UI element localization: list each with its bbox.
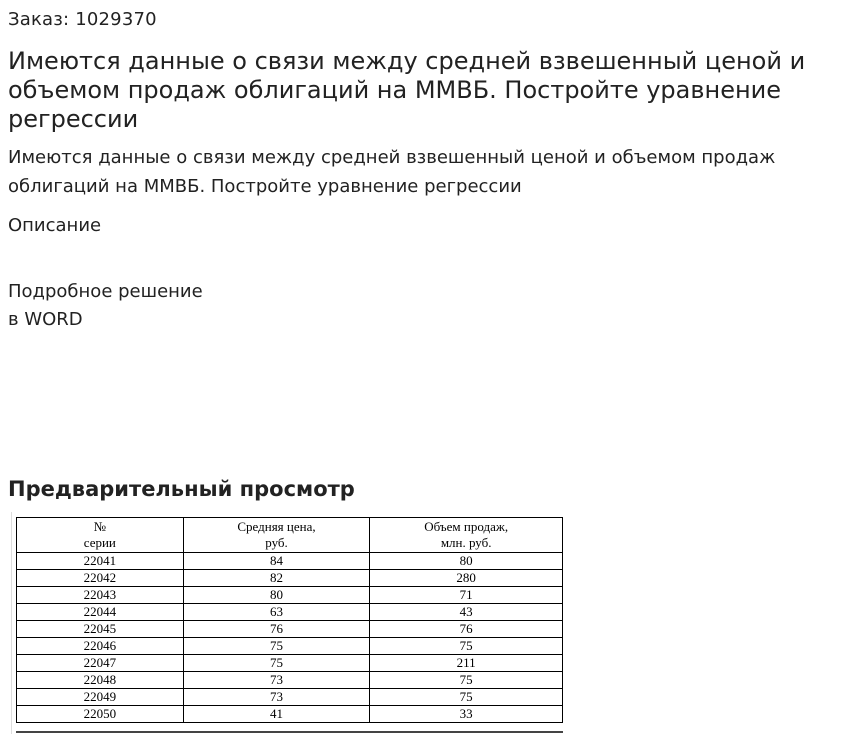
table-row xyxy=(17,689,563,706)
table-cell: 43 xyxy=(370,604,563,621)
table-cell: 73 xyxy=(183,672,370,689)
header-price xyxy=(183,518,370,553)
header-series-line1: № xyxy=(93,519,107,534)
header-volume xyxy=(370,518,563,553)
table-body xyxy=(17,553,563,723)
table-row xyxy=(17,638,563,655)
table-cell: 22049 xyxy=(17,689,184,706)
table-cell: 22042 xyxy=(17,570,184,587)
header-volume-line1: Объем продаж, xyxy=(424,519,509,534)
preview-image xyxy=(11,512,568,734)
header-volume-line2: млн. руб. xyxy=(440,535,492,550)
table-row xyxy=(17,570,563,587)
table-cell: 75 xyxy=(183,638,370,655)
solution-line-2: в WORD xyxy=(8,309,83,330)
table-cell: 22046 xyxy=(17,638,184,655)
table-cell: 75 xyxy=(370,689,563,706)
table-cell: 82 xyxy=(183,570,370,587)
table-row xyxy=(17,587,563,604)
table-cell: 75 xyxy=(370,672,563,689)
order-number: Заказ: 1029370 xyxy=(8,9,157,30)
header-series xyxy=(17,518,184,553)
header-series-line2: серии xyxy=(83,535,116,550)
table-cell: 211 xyxy=(370,655,563,672)
table-cell: 80 xyxy=(370,553,563,570)
table-cell: 80 xyxy=(183,587,370,604)
table-bottom-border xyxy=(16,731,563,733)
table-cell: 22043 xyxy=(17,587,184,604)
table-cell: 71 xyxy=(370,587,563,604)
preview-heading: Предварительный просмотр xyxy=(8,477,355,501)
table-cell: 280 xyxy=(370,570,563,587)
table-cell: 41 xyxy=(183,706,370,723)
table-row xyxy=(17,604,563,621)
table-cell: 22048 xyxy=(17,672,184,689)
page-title: Имеются данные о связи между средней взвешенный ценой и объемом продаж облигаций на ММВБ. Постройте уравнение регрессии xyxy=(8,47,806,133)
table-cell: 22041 xyxy=(17,553,184,570)
description-label: Описание xyxy=(8,215,102,236)
table-cell: 22045 xyxy=(17,621,184,638)
header-price-line1: Средняя цена, xyxy=(237,519,316,534)
table-cell: 84 xyxy=(183,553,370,570)
table-row xyxy=(17,706,563,723)
table-cell: 22050 xyxy=(17,706,184,723)
table-cell: 76 xyxy=(370,621,563,638)
table-cell: 22047 xyxy=(17,655,184,672)
table-cell: 75 xyxy=(183,655,370,672)
table-row xyxy=(17,553,563,570)
solution-line-1: Подробное решение xyxy=(8,281,203,302)
table-row xyxy=(17,621,563,638)
solution-info xyxy=(8,278,203,334)
table-cell: 73 xyxy=(183,689,370,706)
table-row xyxy=(17,655,563,672)
table-cell: 33 xyxy=(370,706,563,723)
table-cell: 63 xyxy=(183,604,370,621)
table-header-row xyxy=(17,518,563,553)
table-cell: 76 xyxy=(183,621,370,638)
data-table xyxy=(16,517,563,723)
table-cell: 75 xyxy=(370,638,563,655)
header-price-line2: руб. xyxy=(265,535,288,550)
table-cell: 22044 xyxy=(17,604,184,621)
table-row xyxy=(17,672,563,689)
task-description: Имеются данные о связи между средней взвешенный ценой и объемом продаж облигаций на ММВБ. Постройте уравнение регрессии xyxy=(8,147,776,197)
